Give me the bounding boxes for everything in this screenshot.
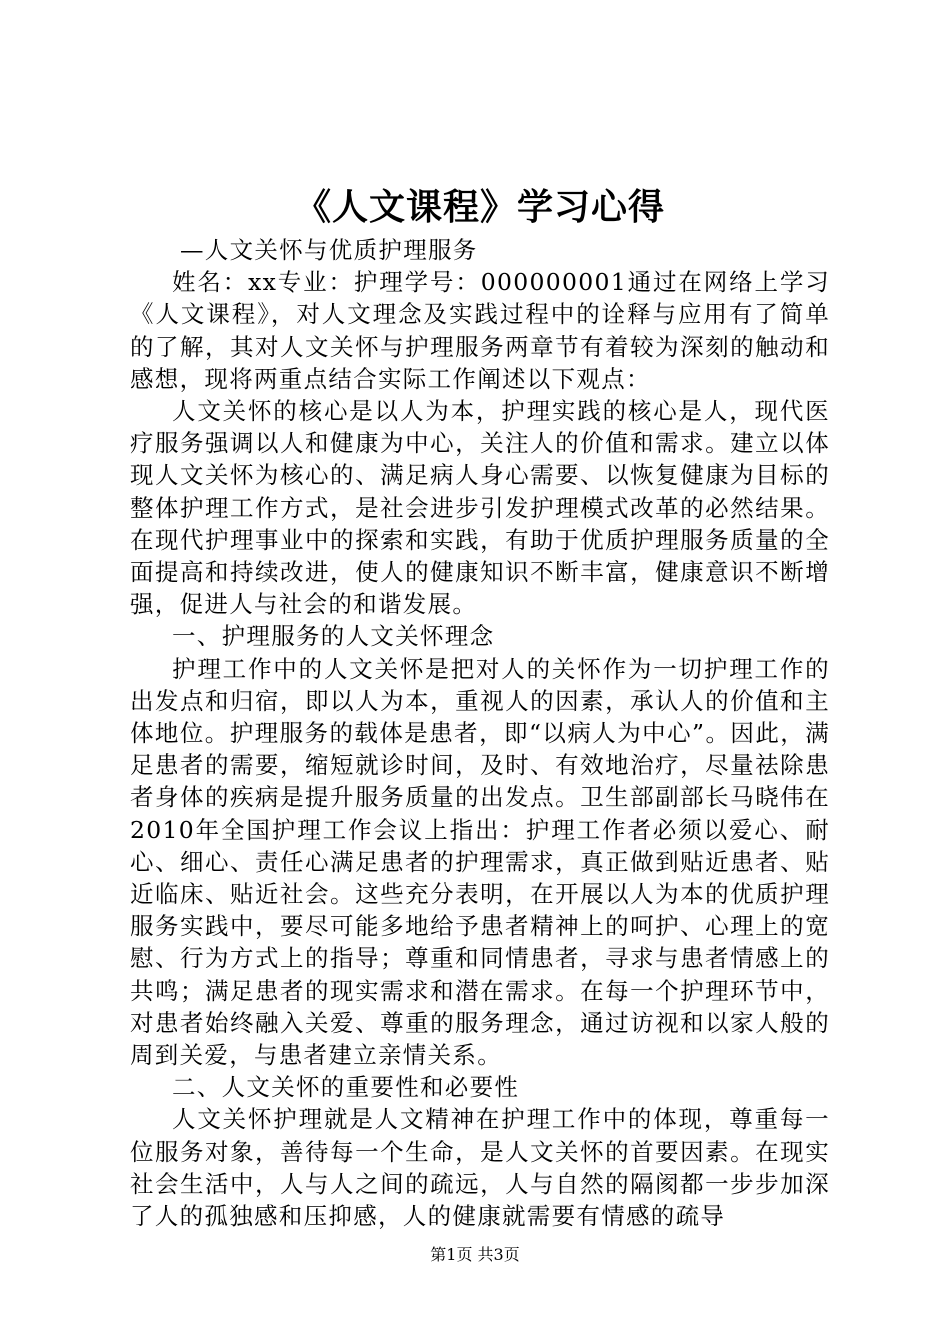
document-body: [130, 234, 830, 1232]
page-number-footer: 第1页 共3页: [430, 1245, 520, 1264]
document-subtitle: —人文关怀与优质护理服务: [180, 236, 478, 264]
core-paragraph: 人文关怀的核心是以人为本，护理实践的核心是人，现代医疗服务强调以人和健康为中心，关注人的价值和需求。建立以体现人文关怀为核心的、满足病人身心需要、以恢复健康为目标的整体护理工作方式，是社会进步引发护理模式改革的必然结果。在现代护理事业中的探索和实践，有助于优质护理服务质量的全面提高和持续改进，使人的健康知识不断丰富，健康意识不断增强，促进人与社会的和谐发展。: [130, 397, 830, 619]
intro-paragraph: 姓名：xx专业：护理学号：000000001通过在网络上学习《人文课程》，对人文理念及实践过程中的诠释与应用有了简单的了解，其对人文关怀与护理服务两章节有着较为深刻的触动和感想，现将两重点结合实际工作阐述以下观点：: [130, 268, 830, 393]
section-1-paragraph: 护理工作中的人文关怀是把对人的关怀作为一切护理工作的出发点和归宿，即以人为本，重视人的因素，承认人的价值和主体地位。护理服务的载体是患者，即“以病人为中心”。因此，满足患者的需要，缩短就诊时间，及时、有效地治疗，尽量祛除患者身体的疾病是提升服务质量的出发点。卫生部副部长马晓伟在2010年全国护理工作会议上指出：护理工作者必须以爱心、耐心、细心、责任心满足患者的护理需求，真正做到贴近患者、贴近临床、贴近社会。这些充分表明，在开展以人为本的优质护理服务实践中，要尽可能多地给予患者精神上的呵护、心理上的宽慰、行为方式上的指导；尊重和同情患者，寻求与患者情感上的共鸣；满足患者的现实需求和潜在需求。在每一个护理环节中，对患者始终融入关爱、尊重的服务理念，通过访视和以家人般的周到关爱，与患者建立亲情关系。: [130, 654, 830, 1070]
section-heading-2: 二、人文关怀的重要性和必要性: [172, 1073, 520, 1102]
section-heading-1: 一、护理服务的人文关怀理念: [172, 622, 495, 651]
document-title: 《人文课程》学习心得: [294, 186, 665, 228]
section-2-paragraph: 人文关怀护理就是人文精神在护理工作中的体现，尊重每一位服务对象，善待每一个生命，是人文关怀的首要因素。在现实社会生活中，人与人之间的疏远，人与自然的隔阂都一步步加深了人的孤独感和压抑感，人的健康就需要有情感的疏导: [130, 1105, 830, 1231]
